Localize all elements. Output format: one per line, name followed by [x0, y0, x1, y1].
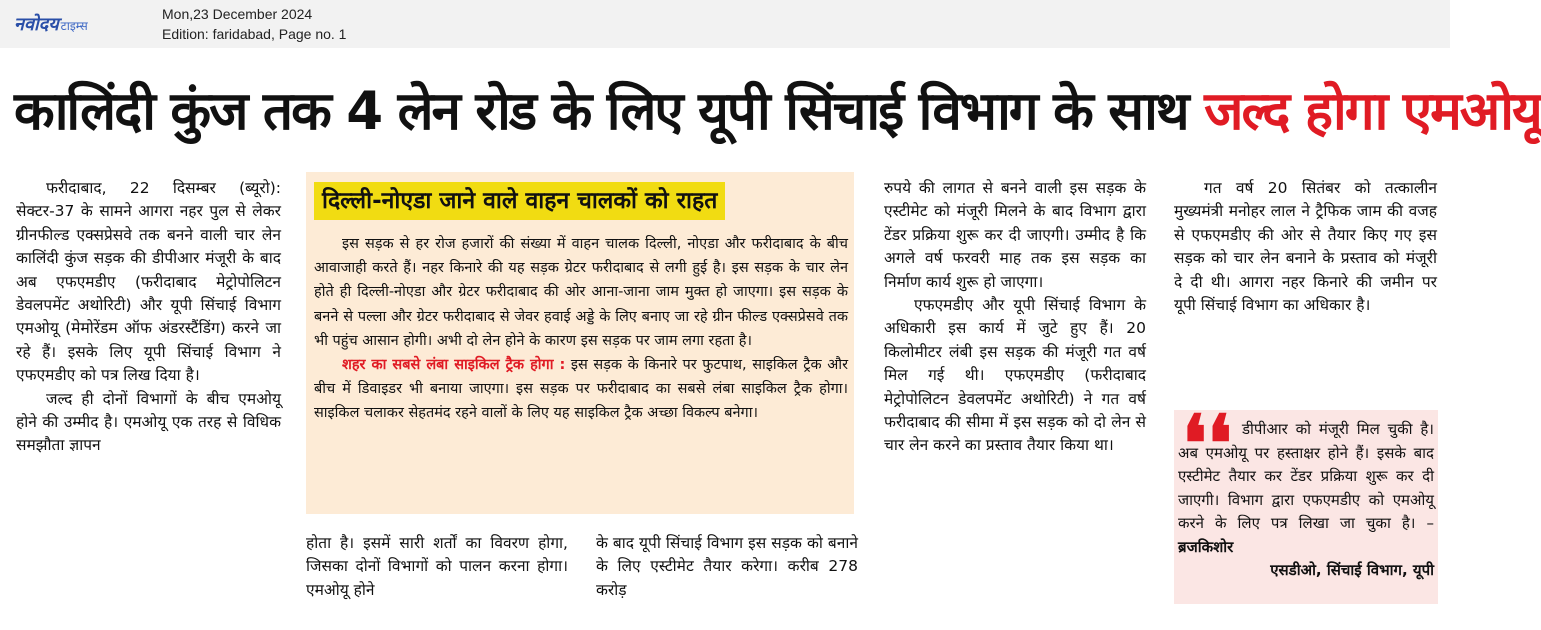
article-headline: [14, 72, 1541, 152]
quote-body: डीपीआर को मंजूरी मिल चुकी है। अब एमओयू पर हस्ताक्षर होने हैं। इसके बाद एस्टीमेट तैयार कर टेंडर प्रक्रिया शुरू कर दी जाएगी। विभाग द्वारा एफएमडीए को एमओयू करने के लिए पत्र लिखा जा चुका है। –: [1178, 420, 1434, 532]
paragraph: फरीदाबाद, 22 दिसम्बर (ब्यूरो): सेक्टर-37 के सामने आगरा नहर पुल से लेकर ग्रीनफील्ड एक्सप्रेसवे तक बनने वाली चार लेन कालिंदी कुंज सड़क की डीपीआर मंजूरी के बाद अब एफएमडीए (फरीदाबाद मेट्रोपोलिटन डेवलपमेंट अथोरिटी) और यूपी सिंचाई विभाग एमओयू (मेमोरेंडम ऑफ अंडरस्टैंडिंग) करने जा रहे हैं। इसके लिए यूपी सिंचाई विभाग ने एफएमडीए को पत्र लिख दिया है।: [16, 179, 281, 385]
headline-main: कालिंदी कुंज तक 4 लेन रोड के लिए यूपी सिंचाई विभाग के साथ: [14, 81, 1205, 142]
article-column-2: [306, 532, 568, 622]
logo-sub: टाइम्स: [60, 19, 88, 33]
sidebar-box: [306, 172, 854, 514]
paragraph: रुपये की लागत से बनने वाली इस सड़क के एस्टीमेट को मंजूरी मिलने के बाद विभाग द्वारा टेंडर प्रक्रिया शुरू कर दी जाएगी। उम्मीद है कि अगले वर्ष फरवरी माह तक इस सड़क का निर्माण कार्य शुरू हो जाएगा।: [884, 179, 1146, 291]
quote-author: ब्रजकिशोर: [1178, 537, 1234, 556]
article-column-1: [16, 177, 281, 617]
paragraph: एफएमडीए और यूपी सिंचाई विभाग के अधिकारी इस कार्य में जुटे हुए हैं। 20 किलोमीटर लंबी इस सड़क की मंजूरी गत वर्ष मिल गई थी। एफएमडीए (फरीदाबाद मेट्रोपोलिटन डेवलपमेंट अथोरिटी) ने गत वर्ष फरीदाबाद की सीमा में इस सड़क को दो लेन से चार लेन करने का प्रस्ताव तैयार किया था।: [884, 296, 1146, 455]
article-column-5: [1174, 177, 1437, 397]
newspaper-logo[interactable]: [14, 12, 88, 36]
headline-highlight: जल्द होगा एमओयू: [1204, 81, 1541, 142]
article-column-4: [884, 177, 1146, 617]
box-title: दिल्ली-नोएडा जाने वाले वाहन चालकों को राहत: [314, 182, 725, 220]
paragraph: जल्द ही दोनों विभागों के बीच एमओयू होने की उम्मीद है। एमओयू एक तरह से विधिक समझौता ज्ञापन: [16, 389, 281, 455]
edition-meta: [162, 4, 346, 44]
paragraph: होता है। इसमें सारी शर्तों का विवरण होगा, जिसका दोनों विभागों को पालन करना होगा। एमओयू होने: [306, 534, 568, 599]
quote-box: [1174, 399, 1438, 604]
quote-text: [1174, 418, 1438, 583]
masthead-bar: [0, 0, 1450, 48]
box-subhead: शहर का सबसे लंबा साइकिल ट्रैक होगा :: [342, 357, 566, 374]
quote-role: एसडीओ, सिंचाई विभाग, यूपी: [1270, 561, 1434, 579]
edition-page: Edition: faridabad, Page no. 1: [162, 26, 347, 42]
paragraph: के बाद यूपी सिंचाई विभाग इस सड़क को बनाने के लिए एस्टीमेट तैयार करेगा। करीब 278 करोड़: [596, 534, 858, 599]
paragraph: गत वर्ष 20 सितंबर को तत्कालीन मुख्यमंत्री मनोहर लाल ने ट्रैफिक जाम की वजह से एफएमडीए की ओर से तैयार किए गए इस सड़क को चार लेन बनाने के प्रस्ताव को मंजूरी दे दी थी। आगरा नहर किनारे की जमीन पर यूपी सिंचाई विभाग का अधिकार है।: [1174, 179, 1437, 315]
box-paragraph: [314, 353, 848, 426]
logo-main: नवोदय: [14, 14, 59, 35]
quote-mark-icon: ❛❛: [1182, 399, 1233, 490]
box-body: [314, 232, 848, 426]
article-column-3: [596, 532, 858, 622]
box-paragraph: इस सड़क से हर रोज हजारों की संख्या में वाहन चालक दिल्ली, नोएडा और फरीदाबाद के बीच आवाजाही करते हैं। नहर किनारे की यह सड़क ग्रेटर फरीदाबाद से लगी हुई है। इस सड़क के चार लेन होते ही दिल्ली-नोएडा और ग्रेटर फरीदाबाद की ओर आना-जाना जाम मुक्त हो जाएगा। इस सड़क के बनने से पल्ला और ग्रेटर फरीदाबाद से जेवर हवाई अड्डे के लिए बनाए जा रहे ग्रीन फील्ड एक्सप्रेसवे तक भी पहुंच आसान होगी। अभी दो लेन होने के कारण इस सड़क पर जाम लगा रहता है।: [314, 236, 848, 349]
publish-date: Mon,23 December 2024: [162, 6, 313, 22]
box-subtext: इस सड़क के किनारे पर फुटपाथ, साइकिल ट्रैक और बीच में डिवाइडर भी बनाया जाएगा। इस सड़क पर फरीदाबाद का सबसे लंबा साइकिल ट्रैक होगा। साइकिल चलाकर सेहतमंद रहने वालों के लिए यह साइकिल ट्रैक अच्छा विकल्प बनेगा।: [314, 357, 848, 422]
